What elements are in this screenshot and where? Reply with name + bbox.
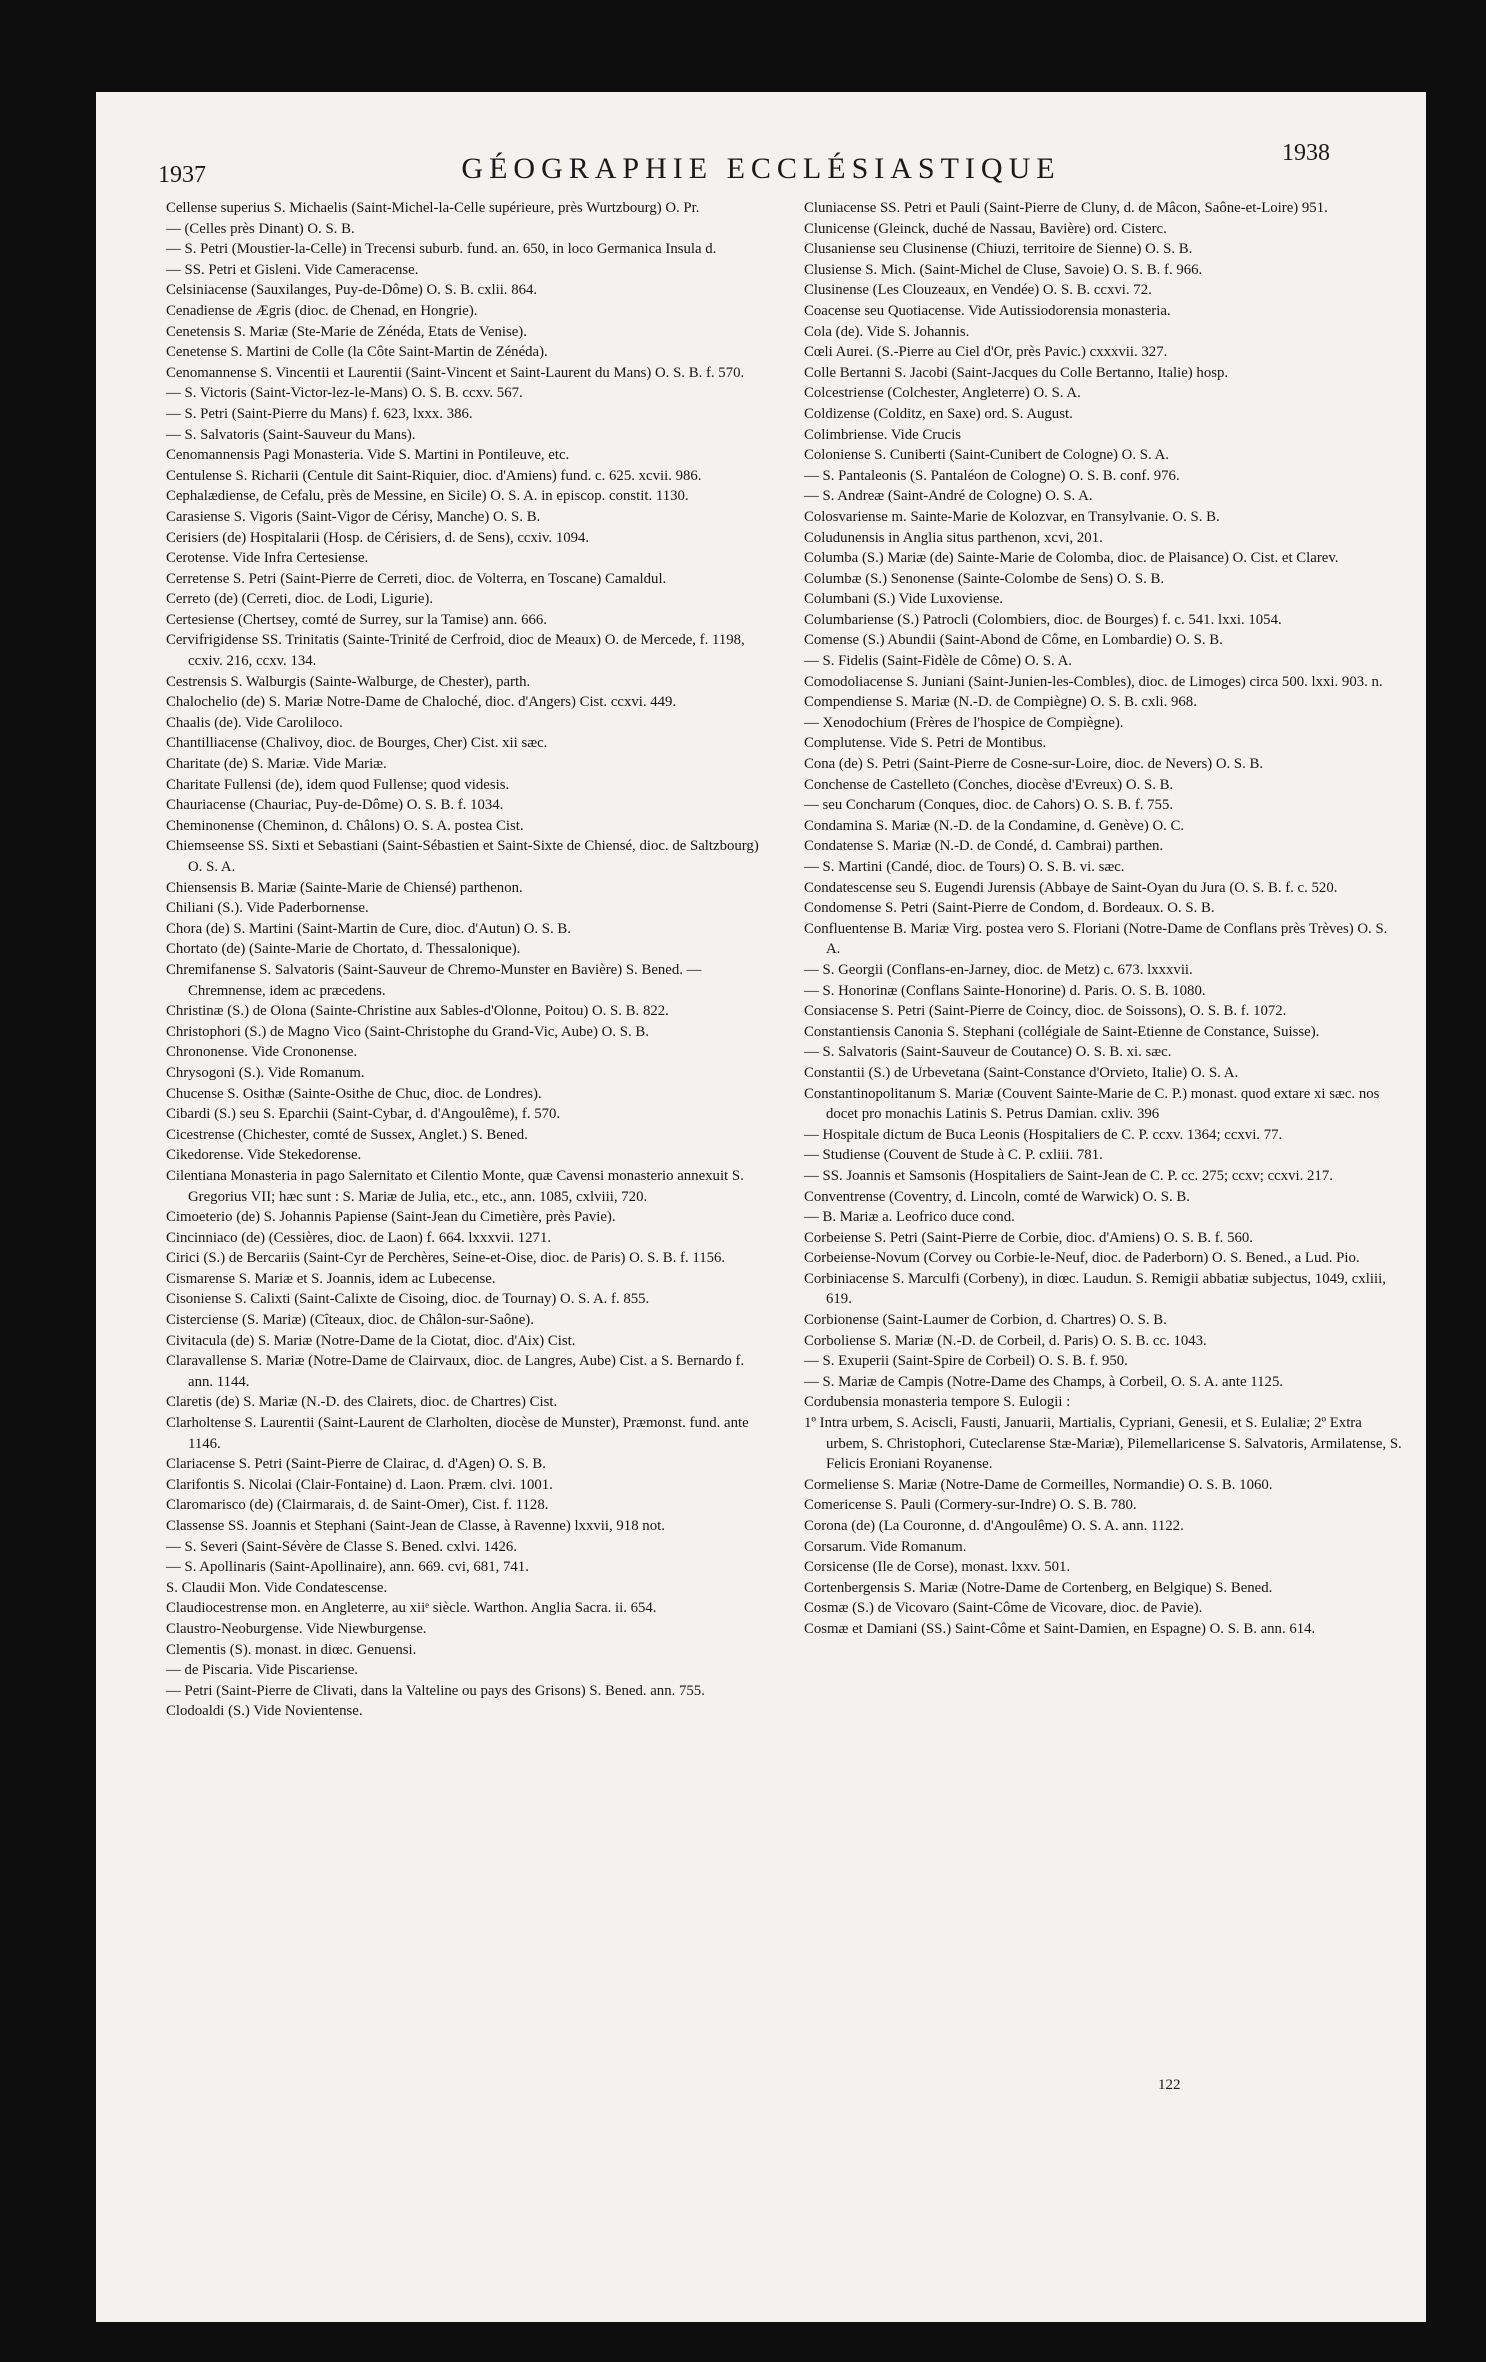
index-entry: Chauriacense (Chauriac, Puy-de-Dôme) O. S. B. f. 1034. [166,797,504,814]
index-entry: Cirici (S.) de Bercariis (Saint-Cyr de Perchères, Seine-et-Oise, dioc. de Paris) O. S. B. f. 1156. [166,1250,726,1267]
index-entry: Civitacula (de) S. Mariæ (Notre-Dame de la Ciotat, dioc. d'Aix) Cist. [166,1332,576,1349]
index-entry: Classense SS. Joannis et Stephani (Saint-Jean de Classe, à Ravenne) lxxvii, 918 not. [166,1518,665,1534]
index-entry: Cœli Aurei. (S.-Pierre au Ciel d'Or, près Pavic.) cxxxvii. 327. [804,344,1168,361]
index-entry: Cibardi (S.) seu S. Eparchii (Saint-Cybar, d. d'Angoulême), f. 570. [166,1106,561,1123]
index-entry: Columbariense (S.) Patrocli (Colombiers, dioc. de Bourges) f. c. 541. lxxi. 1054. [804,611,1282,628]
index-entry: — S. Petri (Moustier-la-Celle) in Trecensi suburb. fund. an. 650, in loco Germanica Insula d. [166,241,717,258]
index-entry: Cenetense S. Martini de Colle (la Côte Saint-Martin de Zénéda). [166,344,548,361]
index-entry: Chortato (de) (Sainte-Marie de Chortato, d. Thessalonique). [166,941,521,958]
index-entry: Cenetensis S. Mariæ (Ste-Marie de Zénéda, Etats de Venise). [166,323,527,340]
index-entry: Conchense de Castelleto (Conches, diocèse d'Evreux) O. S. B. [804,776,1174,793]
index-entry: Constantiensis Canonia S. Stephani (collégiale de Saint-Etienne de Constance, Suisse). [804,1023,1320,1040]
index-entry: Coacense seu Quotiacense. Vide Autissiodorensia monasteria. [804,302,1171,319]
index-entry: Cellense superius S. Michaelis (Saint-Michel-la-Celle supérieure, près Wurtzbourg) O. Pr. [166,200,700,216]
index-entry: S. Claudii Mon. Vide Condatescense. [166,1579,388,1596]
index-entry: Constantii (S.) de Urbevetana (Saint-Constance d'Orvieto, Italie) O. S. A. [804,1064,1239,1081]
index-entry: Columbæ (S.) Senonense (Sainte-Colombe de Sens) O. S. B. [804,570,1165,587]
page-title: GÉOGRAPHIE ECCLÉSIASTIQUE [461,152,1061,185]
index-entry: — S. Fidelis (Saint-Fidèle de Côme) O. S. A. [804,653,1072,670]
index-entry: — Studiense (Couvent de Stude à C. P. cxliii. 781. [804,1147,1103,1164]
index-entry: Centulense S. Richarii (Centule dit Saint-Riquier, dioc. d'Amiens) fund. c. 625. xcvii. 986. [166,467,702,484]
right-column [804,198,1404,1640]
index-entry: — S. Apollinaris (Saint-Apollinaire), ann. 669. cvi, 681, 741. [166,1559,529,1576]
index-entry: — SS. Joannis et Samsonis (Hospitaliers de Saint-Jean de C. P. cc. 275; ccxv; ccxvi. 217. [804,1167,1333,1184]
index-entry: — S. Honorinæ (Conflans Sainte-Honorine) d. Paris. O. S. B. 1080. [804,982,1206,999]
index-entry: Comericense S. Pauli (Cormery-sur-Indre) O. S. B. 780. [804,1497,1137,1514]
index-entry: — Xenodochium (Frères de l'hospice de Compiègne). [804,714,1124,731]
index-entry: Claretis (de) S. Mariæ (N.-D. des Clairets, dioc. de Chartres) Cist. [166,1394,558,1411]
index-entry: Cona (de) S. Petri (Saint-Pierre de Cosne-sur-Loire, dioc. de Nevers) O. S. B. [804,756,1264,773]
index-entry: Chantilliacense (Chalivoy, dioc. de Bourges, Cher) Cist. xii sæc. [166,735,548,752]
index-entry: Colle Bertanni S. Jacobi (Saint-Jacques du Colle Bertanno, Italie) hosp. [804,364,1229,381]
index-entry: Claudiocestrense mon. en Angleterre, au xiiᵉ siècle. Warthon. Anglia Sacra. ii. 654. [166,1600,657,1617]
index-entry: Carasiense S. Vigoris (Saint-Vigor de Cérisy, Manche) O. S. B. [166,508,541,525]
index-entry: Chiensensis B. Mariæ (Sainte-Marie de Chiensé) parthenon. [166,879,523,896]
index-entry: — B. Mariæ a. Leofrico duce cond. [804,1209,1015,1226]
index-entry: Cerreto (de) (Cerreti, dioc. de Lodi, Ligurie). [166,591,434,608]
index-entry: — S. Salvatoris (Saint-Sauveur du Mans). [166,426,416,443]
index-entry: Colimbriense. Vide Crucis [804,426,962,443]
index-entry: Clusiense S. Mich. (Saint-Michel de Cluse, Savoie) O. S. B. f. 966. [804,261,1203,278]
index-entry: Cilentiana Monasteria in pago Salernitato et Cilentio Monte, quæ Cavensi monasterio annexuit S. Gregorius VII; hæc sunt : S. Mariæ de Julia, etc., etc., ann. 1085, cxlviii, 720. [166,1167,744,1205]
index-entry: Clariacense S. Petri (Saint-Pierre de Clairac, d. d'Agen) O. S. B. [166,1456,546,1473]
index-entry: Conventrense (Coventry, d. Lincoln, comté de Warwick) O. S. B. [804,1188,1190,1205]
index-entry: Corsarum. Vide Romanum. [804,1538,967,1555]
index-entry: — S. Salvatoris (Saint-Sauveur de Coutance) O. S. B. xi. sæc. [804,1044,1172,1061]
index-entry: — S. Pantaleonis (S. Pantaléon de Cologne) O. S. B. conf. 976. [804,467,1180,484]
index-entry: Chaalis (de). Vide Caroliloco. [166,714,343,731]
index-entry: Cosmæ (S.) de Vicovaro (Saint-Côme de Vicovare, dioc. de Pavie). [804,1600,1203,1617]
index-entry: Corbeiense S. Petri (Saint-Pierre de Corbie, dioc. d'Amiens) O. S. B. f. 560. [804,1229,1253,1246]
index-entry: Coloniense S. Cuniberti (Saint-Cunibert de Cologne) O. S. A. [804,447,1169,464]
index-entry: Claravallense S. Mariæ (Notre-Dame de Clairvaux, dioc. de Langres, Aube) Cist. a S. Bernardo f. ann. 1144. [166,1353,745,1390]
index-entry: Clarholtense S. Laurentii (Saint-Laurent de Clarholten, diocèse de Munster), Præmonst. fund. ante 1146. [166,1415,749,1452]
index-entry: Chrononense. Vide Crononense. [166,1044,358,1061]
index-entry: Cikedorense. Vide Stekedorense. [166,1147,362,1164]
index-entry: Corbiniacense S. Marculfi (Corbeny), in diœc. Laudun. S. Remigii abbatiæ subjectus, 1049, cxliii, 619. [804,1270,1386,1308]
index-entry: — S. Exuperii (Saint-Spire de Corbeil) O. S. B. f. 950. [804,1353,1128,1370]
index-entry: Coludunensis in Anglia situs parthenon, xcvi, 201. [804,529,1103,546]
index-entry: Clusinense (Les Clouzeaux, en Vendée) O. S. B. ccxvi. 72. [804,282,1152,299]
index-entry: Charitate (de) S. Mariæ. Vide Mariæ. [166,756,387,773]
page-number-left: 1937 [158,162,206,188]
index-entry: Condatense S. Mariæ (N.-D. de Condé, d. Cambrai) parthen. [804,838,1164,855]
index-entry: — S. Victoris (Saint-Victor-lez-le-Mans) O. S. B. ccxv. 567. [166,385,523,402]
index-entry: Celsiniacense (Sauxilanges, Puy-de-Dôme) O. S. B. cxlii. 864. [166,282,538,299]
index-entry: Clodoaldi (S.) Vide Novientense. [166,1703,363,1720]
index-entry: Cortenbergensis S. Mariæ (Notre-Dame de Cortenberg, en Belgique) S. Bened. [804,1579,1273,1596]
index-entry: Chiliani (S.). Vide Paderbornense. [166,900,369,917]
index-entry: Clusaniense seu Clusinense (Chiuzi, territoire de Sienne) O. S. B. [804,241,1193,258]
index-entry: Cincinniaco (de) (Cessières, dioc. de Laon) f. 664. lxxxvii. 1271. [166,1229,552,1246]
index-entry: Clarifontis S. Nicolai (Clair-Fontaine) d. Laon. Præm. clvi. 1001. [166,1476,553,1493]
index-entry: Corona (de) (La Couronne, d. d'Angoulême) O. S. A. ann. 1122. [804,1518,1184,1534]
index-entry: — seu Concharum (Conques, dioc. de Cahors) O. S. B. f. 755. [804,797,1174,814]
index-entry: Cephalædiense, de Cefalu, près de Messine, en Sicile) O. S. A. in episcop. constit. 1130. [166,488,689,505]
index-entry: Cenomannensis Pagi Monasteria. Vide S. Martini in Pontileuve, etc. [166,447,570,464]
index-entry: — Hospitale dictum de Buca Leonis (Hospitaliers de C. P. ccxv. 1364; ccxvi. 77. [804,1126,1283,1143]
index-entry: Columba (S.) Mariæ (de) Sainte-Marie de Colomba, dioc. de Plaisance) O. Cist. et Clarev. [804,550,1339,567]
index-entry: 1º Intra urbem, S. Aciscli, Fausti, Januarii, Martialis, Cypriani, Genesii, et S. Eulaliæ; 2º Extra urbem, S. Christophori, Cuteclarense Stæ-Mariæ), Pilemellaricense S. Salvatoris, Armilatense, S. Felicis Eroniani Royanense. [804,1415,1402,1473]
index-entry: Cestrensis S. Walburgis (Sainte-Walburge, de Chester), parth. [166,673,531,690]
index-entry: Chrysogoni (S.). Vide Romanum. [166,1064,365,1081]
index-entry: Cerotense. Vide Infra Certesiense. [166,550,369,567]
index-entry: Cluniacense SS. Petri et Pauli (Saint-Pierre de Cluny, d. de Mâcon, Saône-et-Loire) 951. [804,200,1328,216]
index-entry: Cicestrense (Chichester, comté de Sussex, Anglet.) S. Bened. [166,1126,528,1143]
index-entry: — SS. Petri et Gisleni. Vide Cameracense. [166,261,419,278]
index-entry: Condomense S. Petri (Saint-Pierre de Condom, d. Bordeaux. O. S. B. [804,900,1215,917]
index-entry: Chiemseense SS. Sixti et Sebastiani (Saint-Sébastien et Saint-Sixte de Chiensé, dioc. de Saltzbourg) O. S. A. [166,838,759,875]
index-entry: Condamina S. Mariæ (N.-D. de la Condamine, d. Genève) O. C. [804,817,1185,834]
index-entry: Condatescense seu S. Eugendi Jurensis (Abbaye de Saint-Oyan du Jura (O. S. B. f. c. 520. [804,879,1338,896]
index-entry: Chalochelio (de) S. Mariæ Notre-Dame de Chaloché, dioc. d'Angers) Cist. ccxvi. 449. [166,694,677,711]
index-entry: — S. Petri (Saint-Pierre du Mans) f. 623, lxxx. 386. [166,405,473,422]
index-entry: Cenomannense S. Vincentii et Laurentii (Saint-Vincent et Saint-Laurent du Mans) O. S. B. f. 570. [166,364,745,381]
index-entry: Cormeliense S. Mariæ (Notre-Dame de Cormeilles, Normandie) O. S. B. 1060. [804,1476,1273,1493]
index-entry: Clunicense (Gleinck, duché de Nassau, Bavière) ord. Cisterc. [804,220,1167,237]
index-entry: — Petri (Saint-Pierre de Clivati, dans la Valteline ou pays des Grisons) S. Bened. ann. 755. [166,1682,705,1699]
index-entry: Cervifrigidense SS. Trinitatis (Sainte-Trinité de Cerfroid, dioc de Meaux) O. de Mercede, f. 1198, ccxiv. 216, ccxv. 134. [166,632,745,670]
index-entry: Comense (S.) Abundii (Saint-Abond de Côme, en Lombardie) O. S. B. [804,632,1223,649]
index-entry: — S. Severi (Saint-Sévère de Classe S. Bened. cxlvi. 1426. [166,1538,517,1555]
index-entry: Cheminonense (Cheminon, d. Châlons) O. S. A. postea Cist. [166,817,524,834]
index-entry: Consiacense S. Petri (Saint-Pierre de Coincy, dioc. de Soissons), O. S. B. f. 1072. [804,1003,1287,1020]
index-entry: Claromarisco (de) (Clairmarais, d. de Saint-Omer), Cist. f. 1128. [166,1497,549,1514]
index-entry: Corboliense S. Mariæ (N.-D. de Corbeil, d. Paris) O. S. B. cc. 1043. [804,1332,1207,1349]
index-entry: Cordubensia monasteria tempore S. Eulogii : [804,1394,1071,1411]
index-entry: Coldizense (Colditz, en Saxe) ord. S. August. [804,405,1073,422]
index-entry: Chucense S. Osithæ (Sainte-Osithe de Chuc, dioc. de Londres). [166,1085,542,1102]
index-entry: Confluentense B. Mariæ Virg. postea vero S. Floriani (Notre-Dame de Conflans près Trèves) O. S. A. [804,920,1388,958]
index-entry: Chremifanense S. Salvatoris (Saint-Sauveur de Chremo-Munster en Bavière) S. Bened. — Chremnense, idem ac præcedens. [166,961,702,999]
index-entry: Cola (de). Vide S. Johannis. [804,323,970,340]
page-number-right: 1938 [1282,140,1330,166]
index-entry: Colcestriense (Colchester, Angleterre) O. S. A. [804,385,1081,402]
index-entry: Cerisiers (de) Hospitalarii (Hosp. de Cérisiers, d. de Sens), ccxiv. 1094. [166,529,590,546]
folio-number: 122 [1158,2077,1181,2093]
index-entry: — de Piscaria. Vide Piscariense. [166,1662,358,1679]
index-entry: Cosmæ et Damiani (SS.) Saint-Côme et Saint-Damien, en Espagne) O. S. B. ann. 614. [804,1620,1316,1637]
index-entry: Christophori (S.) de Magno Vico (Saint-Christophe du Grand-Vic, Aube) O. S. B. [166,1023,649,1040]
document-page [96,92,1426,2322]
index-entry: Claustro-Neoburgense. Vide Niewburgense. [166,1620,427,1637]
index-entry: Cisoniense S. Calixti (Saint-Calixte de Cisoing, dioc. de Tournay) O. S. A. f. 855. [166,1291,650,1308]
index-entry: Corbionense (Saint-Laumer de Corbion, d. Chartres) O. S. B. [804,1312,1167,1329]
index-entry: Cisterciense (S. Mariæ) (Cîteaux, dioc. de Châlon-sur-Saône). [166,1312,534,1329]
index-entry: Cenadiense de Ægris (dioc. de Chenad, en Hongrie). [166,302,478,319]
index-entry: — S. Martini (Candé, dioc. de Tours) O. S. B. vi. sæc. [804,859,1125,875]
index-entry: Clementis (S). monast. in diœc. Genuensi. [166,1641,417,1658]
index-entry: Christinæ (S.) de Olona (Sainte-Christine aux Sables-d'Olonne, Poitou) O. S. B. 822. [166,1003,669,1020]
index-entry: Cismarense S. Mariæ et S. Joannis, idem ac Lubecense. [166,1270,496,1287]
index-entry: Corsicense (Ile de Corse), monast. lxxv. 501. [804,1559,1071,1576]
index-entry: Constantinopolitanum S. Mariæ (Couvent Sainte-Marie de C. P.) monast. quod extare xi sæc. nos docet pro monachis Latinis S. Petrus Damian. cxliv. 396 [804,1085,1380,1123]
index-entry: Chora (de) S. Martini (Saint-Martin de Cure, dioc. d'Autun) O. S. B. [166,920,571,937]
index-entry: — S. Mariæ de Campis (Notre-Dame des Champs, à Corbeil, O. S. A. ante 1125. [804,1373,1284,1390]
index-entry: Compendiense S. Mariæ (N.-D. de Compiègne) O. S. B. cxli. 968. [804,694,1197,711]
left-column [166,198,766,1722]
index-entry: Corbeiense-Novum (Corvey ou Corbie-le-Neuf, dioc. de Paderborn) O. S. Bened., a Lud. Pio. [804,1250,1360,1267]
index-entry: — (Celles près Dinant) O. S. B. [166,220,355,237]
index-entry: — S. Georgii (Conflans-en-Jarney, dioc. de Metz) c. 673. lxxxvii. [804,961,1193,978]
index-entry: Cimoeterio (de) S. Johannis Papiense (Saint-Jean du Cimetière, près Pavie). [166,1209,616,1226]
index-entry: Complutense. Vide S. Petri de Montibus. [804,735,1047,752]
index-entry: Colosvariense m. Sainte-Marie de Kolozvar, en Transylvanie. O. S. B. [804,508,1220,525]
index-entry: Cerretense S. Petri (Saint-Pierre de Cerreti, dioc. de Volterra, en Toscane) Camaldul. [166,570,667,587]
index-entry: — S. Andreæ (Saint-André de Cologne) O. S. A. [804,488,1093,505]
index-entry: Columbani (S.) Vide Luxoviense. [804,591,1003,608]
index-entry: Charitate Fullensi (de), idem quod Fullense; quod videsis. [166,776,510,793]
index-entry: Comodoliacense S. Juniani (Saint-Junien-les-Combles), dioc. de Limoges) circa 500. lxxi. 903. n. [804,673,1383,690]
index-entry: Certesiense (Chertsey, comté de Surrey, sur la Tamise) ann. 666. [166,611,547,628]
